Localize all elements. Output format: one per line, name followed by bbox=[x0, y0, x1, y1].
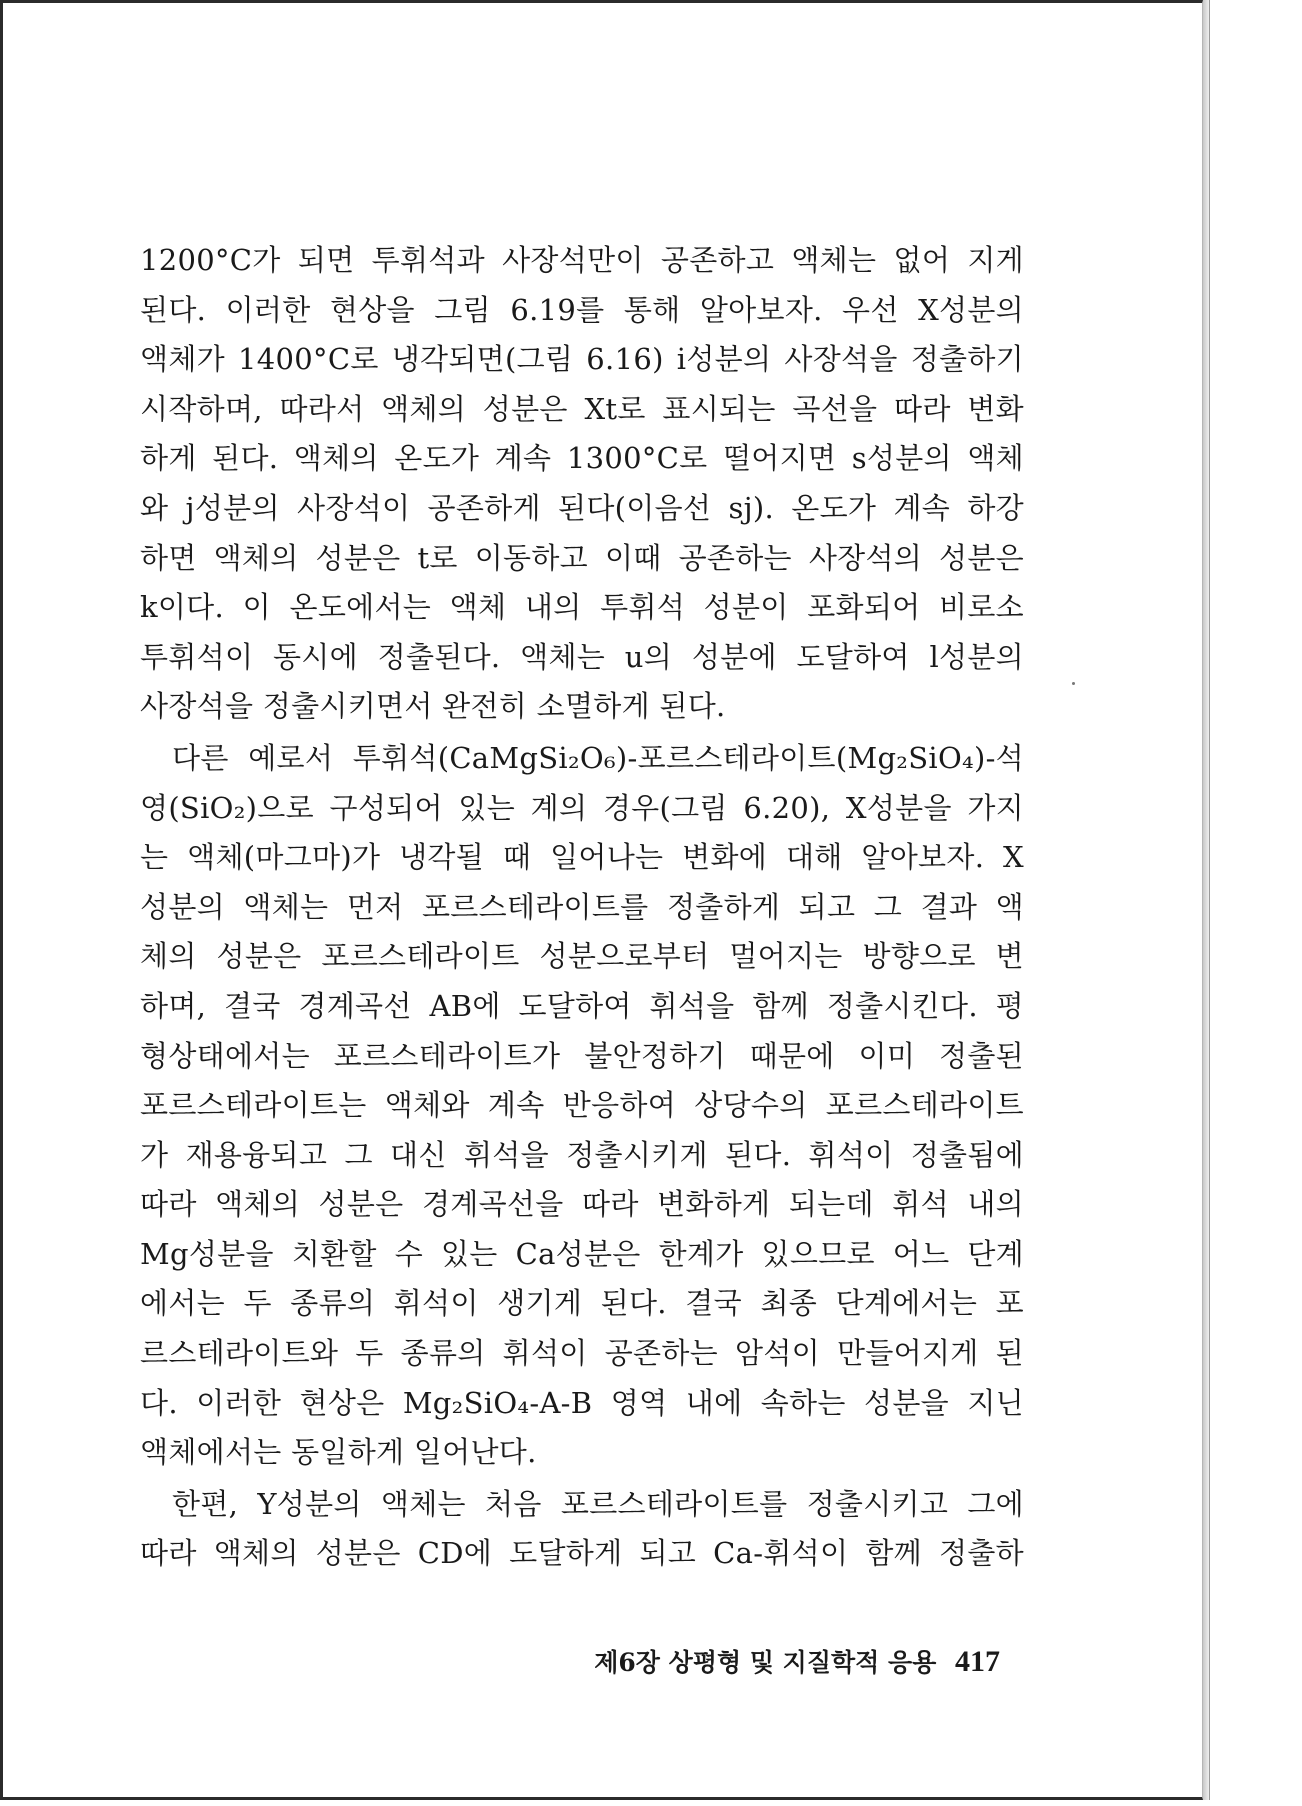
text-line: 1200°C가 되면 투휘석과 사장석만이 공존하고 액체는 없어 지게 bbox=[140, 243, 1024, 277]
text-line: 액체에서는 동일하게 일어난다. bbox=[140, 1435, 537, 1470]
scan-speck bbox=[1072, 682, 1075, 685]
text-line: 하며, 결국 경계곡선 AB에 도달하여 휘석을 함께 정출시킨다. 평 bbox=[140, 988, 1024, 1023]
text-line: Mg성분을 치환할 수 있는 Ca성분은 한계가 있으므로 어느 단계 bbox=[140, 1236, 1024, 1271]
text-line: 가 재용융되고 그 대신 휘석을 정출시키게 된다. 휘석이 정출됨에 bbox=[140, 1137, 1024, 1172]
running-footer-chapter: 제6장 상평형 및 지질학적 응용 bbox=[594, 1648, 937, 1677]
text-line: 된다. 이러한 현상을 그림 6.19를 통해 알아보자. 우선 X성분의 bbox=[140, 292, 1024, 327]
text-line: 는 액체(마그마)가 냉각될 때 일어나는 변화에 대해 알아보자. X bbox=[140, 840, 1024, 875]
text-line: 한편, Y성분의 액체는 처음 포르스테라이트를 정출시키고 그에 bbox=[172, 1486, 1024, 1521]
text-line: 시작하며, 따라서 액체의 성분은 Xt로 표시되는 곡선을 따라 변화 bbox=[140, 391, 1024, 426]
text-line: 와 j성분의 사장석이 공존하게 된다(이음선 sj). 온도가 계속 하강 bbox=[140, 490, 1024, 525]
text-line: 영(SiO₂)으로 구성되어 있는 계의 경우(그림 6.20), X성분을 가지 bbox=[140, 790, 1024, 825]
text-line: 형상태에서는 포르스테라이트가 불안정하기 때문에 이미 정출된 bbox=[140, 1038, 1024, 1073]
text-line: 성분의 액체는 먼저 포르스테라이트를 정출하게 되고 그 결과 액 bbox=[140, 889, 1024, 924]
page-number: 417 bbox=[955, 1645, 1000, 1678]
text-line: 사장석을 정출시키면서 완전히 소멸하게 된다. bbox=[140, 689, 726, 724]
text-line: 액체가 1400°C로 냉각되면(그림 6.16) i성분의 사장석을 정출하기 bbox=[140, 342, 1024, 377]
text-line: 다른 예로서 투휘석(CaMgSi₂O₆)-포르스테라이트(Mg₂SiO₄)-석 bbox=[172, 740, 1024, 775]
text-line: 따라 액체의 성분은 CD에 도달하게 되고 Ca-휘석이 함께 정출하 bbox=[140, 1536, 1024, 1571]
text-line: 다. 이러한 현상은 Mg₂SiO₄-A-B 영역 내에 속하는 성분을 지닌 bbox=[140, 1385, 1024, 1420]
text-line: 따라 액체의 성분은 경계곡선을 따라 변화하게 되는데 휘석 내의 bbox=[140, 1187, 1024, 1222]
text-line: 투휘석이 동시에 정출된다. 액체는 u의 성분에 도달하여 l성분의 bbox=[140, 639, 1024, 674]
text-line: 체의 성분은 포르스테라이트 성분으로부터 멀어지는 방향으로 변 bbox=[140, 939, 1024, 974]
text-line: 에서는 두 종류의 휘석이 생기게 된다. 결국 최종 단계에서는 포 bbox=[140, 1286, 1024, 1321]
text-line: 포르스테라이트는 액체와 계속 반응하여 상당수의 포르스테라이트 bbox=[140, 1088, 1024, 1123]
text-line: 르스테라이트와 두 종류의 휘석이 공존하는 암석이 만들어지게 된 bbox=[140, 1336, 1024, 1371]
text-line: 하면 액체의 성분은 t로 이동하고 이때 공존하는 사장석의 성분은 bbox=[140, 540, 1024, 575]
body-text bbox=[140, 236, 1024, 1579]
text-line: 하게 된다. 액체의 온도가 계속 1300°C로 떨어지면 s성분의 액체 bbox=[140, 441, 1024, 476]
page-footer bbox=[550, 1642, 1000, 1682]
page-edge bbox=[1203, 0, 1210, 1800]
text-line: k이다. 이 온도에서는 액체 내의 투휘석 성분이 포화되어 비로소 bbox=[140, 590, 1024, 625]
